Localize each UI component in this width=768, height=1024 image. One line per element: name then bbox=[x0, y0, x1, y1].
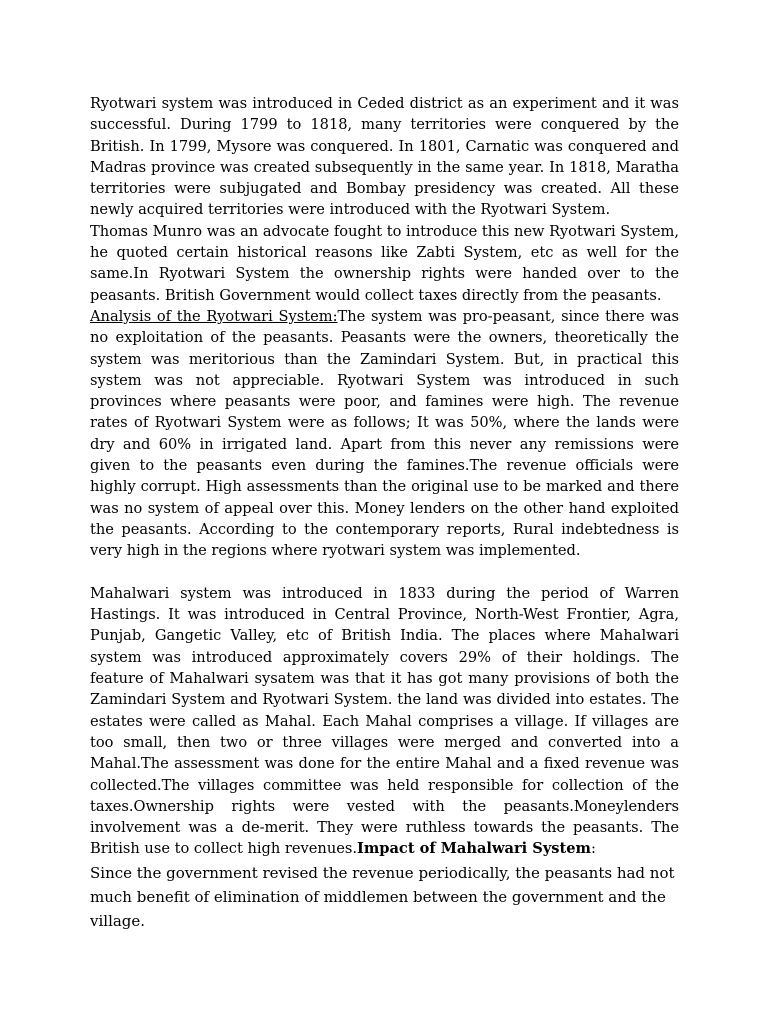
mahalwari-text: Mahalwari system was introduced in 1833 during the period of Warren Hastings. It was introduced in Central Province, North-West Frontier, Agra, Punjab, Gangetic Valley, etc of British India. The places where Mahalwari system was introduced approximately covers 29% of their holdings. The feature of Mahalwari sysatem was that it has got many provisions of both the Zamindari System and Ryotwari System. the land was divided into estates. The estates were called as Mahal. Each Mahal comprises a village. If villages are too small, then two or three villages were merged and converted into a Mahal.The assessment was done for the entire Mahal and a fixed revenue was collected.The villages committee was held responsible for collection of the taxes.Ownership rights were vested with the peasants.Moneylenders involvement was a de-merit. They were ruthless towards the peasants. The British use to collect high revenues. bbox=[90, 584, 679, 858]
analysis-heading: Analysis of the Ryotwari System: bbox=[90, 307, 338, 325]
analysis-paragraph bbox=[90, 306, 679, 562]
analysis-text: The system was pro-peasant, since there was no exploitation of the peasants. Peasants were the owners, theoretically the system was meritorious than the Zamindari System. But, in practical this system was not appreciable. Ryotwari System was introduced in such provinces where peasants were poor, and famines were high. The revenue rates of Ryotwari System were as follows; It was 50%, where the lands were dry and 60% in irrigated land. Apart from this never any remissions were given to the peasants even during the famines.The revenue officials were highly corrupt. High assessments than the original use to be marked and there was no system of appeal over this. Money lenders on the other hand exploited the peasants. According to the contemporary reports, Rural indebtedness is very high in the regions where ryotwari system was implemented. bbox=[90, 307, 680, 560]
ryotwari-intro-paragraph bbox=[90, 93, 679, 221]
impact-paragraph bbox=[90, 861, 679, 933]
mahalwari-paragraph bbox=[90, 583, 679, 860]
munro-paragraph bbox=[90, 221, 679, 306]
impact-heading-colon: : bbox=[591, 840, 596, 858]
ryotwari-intro-text: Ryotwari system was introduced in Ceded district as an experiment and it was successful. During 1799 to 1818, many territories were conquered by the British. In 1799, Mysore was conquered. In 1801, Carnatic was conquered and Madras province was created subsequently in the same year. In 1818, Maratha territories were subjugated and Bombay presidency was created. All these newly acquired territories were introduced with the Ryotwari System. bbox=[90, 95, 679, 219]
paragraph-spacer bbox=[90, 562, 679, 583]
munro-text: Thomas Munro was an advocate fought to introduce this new Ryotwari System, he quoted certain historical reasons like Zabti System, etc as well for the same.In Ryotwari System the ownership rights were handed over to the peasants. British Government would collect taxes directly from the peasants. bbox=[90, 222, 679, 304]
impact-text: Since the government revised the revenue periodically, the peasants had not much benefit of elimination of middlemen between the government and the village. bbox=[90, 863, 675, 930]
document-page bbox=[90, 93, 679, 933]
impact-heading: Impact of Mahalwari System bbox=[357, 840, 591, 858]
